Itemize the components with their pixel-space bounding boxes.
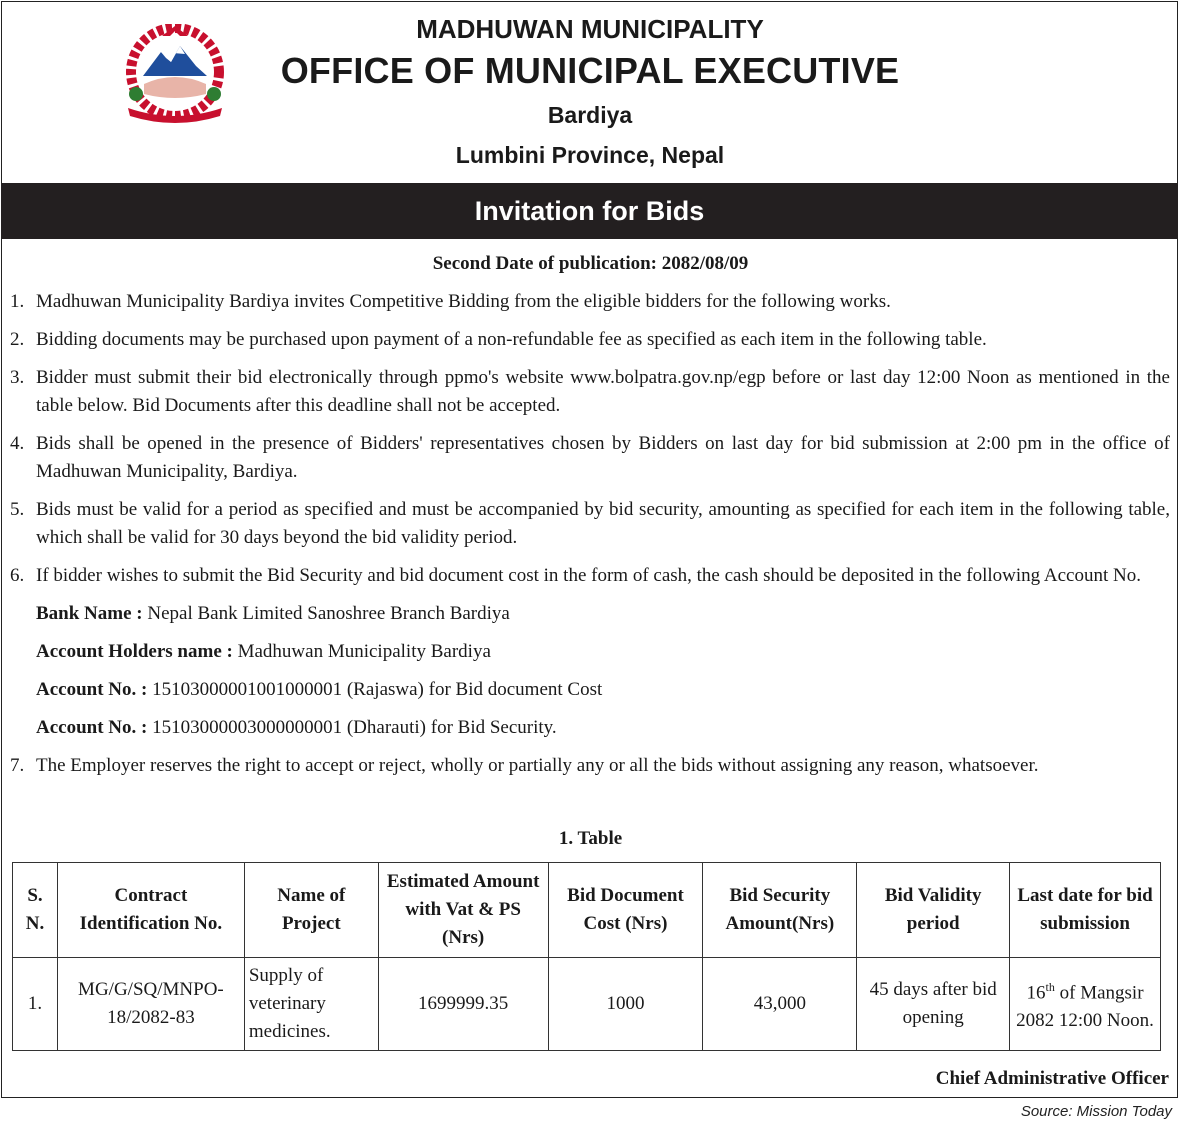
item-number: 1.: [10, 291, 25, 312]
column-header: Contract Identification No.: [57, 863, 244, 958]
account-label: Account Holders name :: [36, 641, 233, 662]
estimate-cell: 1699999.35: [378, 958, 548, 1051]
last-date-cell: [1010, 958, 1161, 1051]
account-value: Nepal Bank Limited Sanoshree Branch Bardiya: [142, 603, 510, 624]
account-value: 15103000003000000001 (Dharauti) for Bid Security.: [147, 717, 557, 738]
nepal-emblem-icon: [116, 24, 234, 124]
column-header: S. N.: [13, 863, 58, 958]
account-label: Account No. :: [36, 717, 148, 738]
notice-items: [10, 288, 1170, 790]
item-text: Bids must be valid for a period as specified and must be accompanied by bid security, amounting as specified for each item in the following table, which shall be valid for 30 days beyond the bid validity period.: [36, 499, 1170, 548]
source-credit: Source: Mission Today: [1020, 1103, 1172, 1120]
item-text: Bids shall be opened in the presence of Bidders' representatives chosen by Bidders on last day for bid submission at 2:00 pm in the office of Madhuwan Municipality, Bardiya.: [36, 433, 1170, 482]
item-text: Madhuwan Municipality Bardiya invites Competitive Bidding from the eligible bidders for the following works.: [36, 291, 891, 312]
column-header: Bid Validity period: [857, 863, 1010, 958]
list-item: [10, 562, 1170, 590]
list-item: [10, 496, 1170, 552]
signature: Chief Administrative Officer: [935, 1068, 1169, 1089]
office-title: OFFICE OF MUNICIPAL EXECUTIVE: [280, 50, 900, 91]
last-date-rest: of Mangsir 2082 12:00 Noon.: [1016, 982, 1154, 1032]
item-text: Bidding documents may be purchased upon payment of a non-refundable fee as specified as each item in the following table.: [36, 329, 987, 350]
security-cell: 43,000: [703, 958, 857, 1051]
project-name-cell: Supply of veterinary medicines.: [244, 958, 378, 1051]
province-name: Lumbini Province, Nepal: [455, 142, 725, 168]
last-date-suffix: th: [1045, 979, 1055, 994]
column-header: Last date for bid submission: [1010, 863, 1161, 958]
column-header: Name of Project: [244, 863, 378, 958]
column-header: Bid Document Cost (Nrs): [548, 863, 703, 958]
column-header: Bid Security Amount(Nrs): [703, 863, 857, 958]
list-item: [10, 752, 1170, 780]
item-number: 3.: [10, 367, 25, 388]
list-item: [10, 364, 1170, 420]
list-item: [10, 430, 1170, 486]
item-text: If bidder wishes to submit the Bid Security and bid document cost in the form of cash, the cash should be deposited in the following Account No.: [36, 565, 1141, 586]
notice-title-banner: Invitation for Bids: [1, 183, 1178, 239]
item-number: 4.: [10, 433, 25, 454]
account-holder-line: [10, 638, 1170, 666]
table-row: [13, 958, 1161, 1051]
account-number-line: [10, 714, 1170, 742]
table-header-row: [13, 863, 1161, 958]
item-text: Bidder must submit their bid electronically through ppmo's website www.bolpatra.gov.np/egp before or last day 12:00 Noon as mentioned in the table below. Bid Documents after this deadline shall not be accepted.: [36, 367, 1170, 416]
account-value: 15103000001001000001 (Rajaswa) for Bid document Cost: [147, 679, 603, 700]
doc-cost-cell: 1000: [548, 958, 703, 1051]
item-number: 5.: [10, 499, 25, 520]
table-caption: 1. Table: [558, 828, 623, 849]
publication-date: Second Date of publication: 2082/08/09: [432, 253, 749, 274]
column-header: Estimated Amount with Vat & PS (Nrs): [378, 863, 548, 958]
serial-cell: 1.: [13, 958, 58, 1051]
item-number: 2.: [10, 329, 25, 350]
municipality-name: MADHUWAN MUNICIPALITY: [416, 14, 764, 44]
list-item: [10, 288, 1170, 316]
validity-cell: 45 days after bid opening: [857, 958, 1010, 1051]
list-item: [10, 326, 1170, 354]
bid-table: [12, 862, 1161, 1051]
item-text: The Employer reserves the right to accept or reject, wholly or partially any or all the bids without assigning any reason, whatsoever.: [36, 755, 1039, 776]
account-label: Account No. :: [36, 679, 148, 700]
item-number: 7.: [10, 755, 25, 776]
contract-id-cell: MG/G/SQ/MNPO-18/2082-83: [57, 958, 244, 1051]
account-label: Bank Name :: [36, 603, 143, 624]
bank-name-line: [10, 600, 1170, 628]
last-date-day: 16: [1026, 982, 1046, 1004]
account-number-line: [10, 676, 1170, 704]
account-value: Madhuwan Municipality Bardiya: [232, 641, 491, 662]
item-number: 6.: [10, 565, 25, 586]
district-name: Bardiya: [547, 102, 633, 128]
